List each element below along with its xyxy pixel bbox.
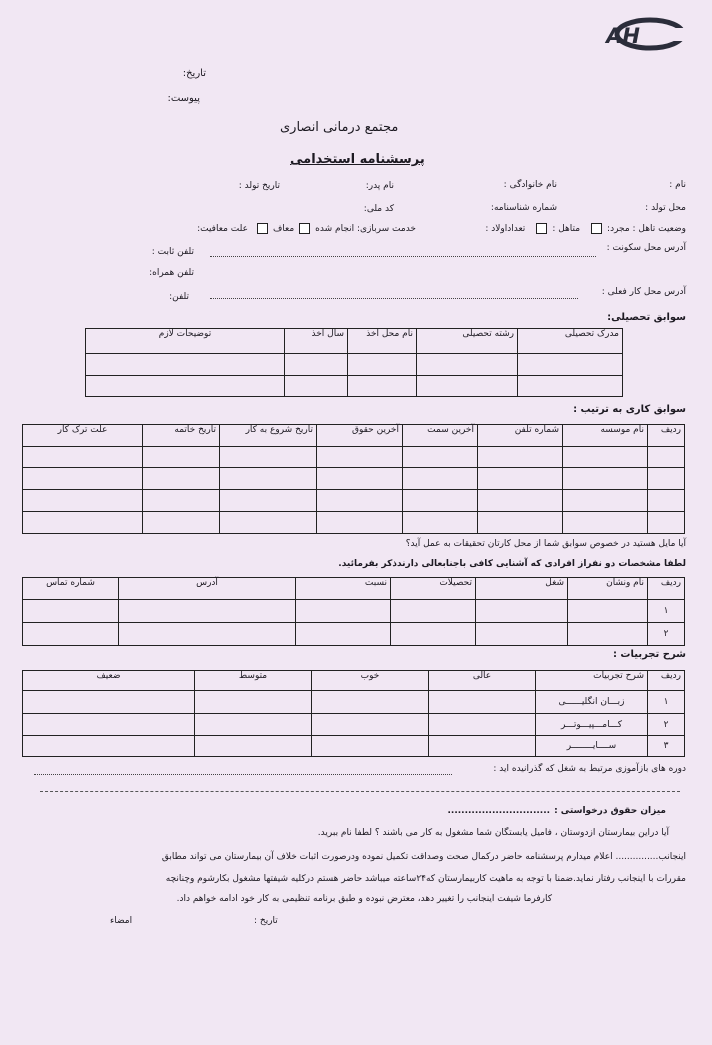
col-start-date: تاریخ شروع به کار <box>220 425 317 447</box>
table-row <box>23 736 685 757</box>
inquiry-question: آیا مایل هستید در خصوص سوابق شما از محل کارتان تحقیقات به عمل آید؟ <box>405 539 686 549</box>
col-last-position: آخرین سمت <box>403 425 478 447</box>
col-institution: نام محل اخذ <box>348 329 417 354</box>
declaration-line-2: مقررات با اینجانب رفتار نماید.ضمنا با توجه به ماهیت کاربیمارستان که۲۴ساعته میباشد حاضر هستم درکلیه شیفتها مشغول بکارشوم وچنانچه <box>165 874 686 884</box>
row-number: ۲ <box>648 714 685 736</box>
work-address-field[interactable] <box>210 298 578 299</box>
references-table <box>22 577 685 646</box>
military-row <box>197 223 416 234</box>
divider <box>40 791 680 792</box>
logo-text: AH <box>606 24 640 48</box>
col-contact: شماره تماس <box>23 578 119 600</box>
col-notes: توضیحات لازم <box>86 329 285 354</box>
declaration-line-1: اینجانب............... اعلام میدارم پرسشنامه حاضر درکمال صحت وصداقت تکمیل نموده ودرصورت اثبات خلاف آن بیمارستان می تواند مطابق <box>161 852 686 862</box>
father-name-label: نام پدر: <box>365 181 394 191</box>
home-address-label: آدرس محل سکونت : <box>606 243 686 253</box>
exempt-checkbox[interactable] <box>257 223 268 234</box>
children-label: تعداداولاد : <box>485 223 526 234</box>
table-row <box>23 691 685 714</box>
col-job: شغل <box>476 578 568 600</box>
marital-row <box>485 223 686 234</box>
first-name-label: نام : <box>669 180 686 190</box>
skill-english: زبـــان انگلیــــــی <box>536 691 648 714</box>
col-leave-reason: علت ترک کار <box>23 425 143 447</box>
attachment-label: پیوست: <box>167 93 200 104</box>
org-name: مجتمع درمانی انصاری <box>280 120 399 135</box>
work-history-heading: سوابق کاری به ترتیب : <box>573 404 686 415</box>
row-number: ۳ <box>648 736 685 757</box>
last-name-label: نام خانوادگی : <box>503 180 557 190</box>
references-heading: لطفا مشخصات دو نفراز افرادی که آشنایی کافی باجنابعالی دارندذکر بفرمائید. <box>338 559 686 569</box>
exemption-reason-label: علت معافیت: <box>197 223 248 234</box>
date-label: تاریخ: <box>182 68 206 79</box>
table-row <box>23 490 685 512</box>
exempt-label: معاف <box>272 223 295 234</box>
work-history-table <box>22 424 685 534</box>
row-number: ۱ <box>648 691 685 714</box>
marital-status-label: وضعیت تاهل : مجرد: <box>607 223 686 234</box>
col-field: رشته تحصیلی <box>417 329 518 354</box>
col-good: خوب <box>312 671 429 691</box>
home-address-field[interactable] <box>210 256 596 257</box>
skills-heading: شرح تجربیات : <box>612 649 686 660</box>
col-relation: نسبت <box>296 578 391 600</box>
col-education: تحصیلات <box>391 578 476 600</box>
col-company: نام موسسه <box>563 425 648 447</box>
company-logo <box>606 14 686 54</box>
col-average: متوسط <box>195 671 312 691</box>
table-row <box>86 354 623 376</box>
training-courses-label: دوره های بازآموزی مرتبط به شغل که گذرانیده اید : <box>493 764 686 774</box>
table-row <box>23 623 685 646</box>
landline-label: تلفن ثابت : <box>151 247 194 257</box>
table-row <box>23 600 685 623</box>
signature-label: امضاء <box>110 916 133 926</box>
col-row: ردیف <box>648 671 685 691</box>
salary-label: میزان حقوق درخواستی : <box>554 806 666 816</box>
col-phone: شماره تلفن <box>478 425 563 447</box>
col-row: ردیف <box>648 425 685 447</box>
skill-computer: کـــامـــپیـــوتـــر <box>536 714 648 736</box>
phone-label: تلفن: <box>169 292 189 302</box>
col-degree: مدرک تحصیلی <box>518 329 623 354</box>
work-address-label: آدرس محل کار فعلی : <box>601 287 686 297</box>
col-end-date: تاریخ خاتمه <box>143 425 220 447</box>
birth-place-label: محل تولد : <box>645 203 686 213</box>
relatives-question: آیا دراین بیمارستان ازدوستان ، فامیل یابستگان شما مشغول به کار می باشند ؟ لطفا نام ببرید. <box>317 828 669 838</box>
education-table <box>85 328 623 397</box>
training-courses-field[interactable] <box>34 774 452 775</box>
married-checkbox[interactable] <box>536 223 547 234</box>
education-heading: سوابق تحصیلی: <box>607 312 686 323</box>
salary-row <box>448 806 667 816</box>
married-label: متاهل : <box>552 223 581 234</box>
table-row <box>23 714 685 736</box>
col-row: ردیف <box>648 578 685 600</box>
col-last-salary: آخرین حقوق <box>317 425 403 447</box>
table-row <box>23 468 685 490</box>
declaration-line-3: کارفرما شیفت اینجانب را تغییر دهد، معترض نبوده و طبق برنامه تنظیمی به کار خود ادامه خواهم داد. <box>176 894 552 904</box>
row-number: ۲ <box>648 623 685 646</box>
col-name: نام ونشان <box>568 578 648 600</box>
col-weak: ضعیف <box>23 671 195 691</box>
national-code-label: کد ملی: <box>363 204 394 214</box>
col-year: سال اخذ <box>285 329 348 354</box>
skills-table <box>22 670 685 757</box>
id-number-label: شماره شناسنامه: <box>490 203 557 213</box>
table-row <box>23 447 685 468</box>
col-experience: شرح تجربیات <box>536 671 648 691</box>
single-checkbox[interactable] <box>591 223 602 234</box>
row-number: ۱ <box>648 600 685 623</box>
table-row <box>86 376 623 397</box>
military-service-label: خدمت سربازی: انجام شده <box>315 223 416 234</box>
form-title: پرسشنامه استخدامی <box>290 152 425 167</box>
birth-date-label: تاریخ تولد : <box>238 181 280 191</box>
signature-date-label: تاریخ : <box>254 916 278 926</box>
table-row <box>23 512 685 534</box>
col-address: آدرس <box>119 578 296 600</box>
salary-field[interactable]: .............................. <box>447 806 551 816</box>
col-excellent: عالی <box>429 671 536 691</box>
skill-other: ســــایــــــــر <box>536 736 648 757</box>
service-done-checkbox[interactable] <box>299 223 310 234</box>
mobile-label: تلفن همراه: <box>149 268 194 278</box>
